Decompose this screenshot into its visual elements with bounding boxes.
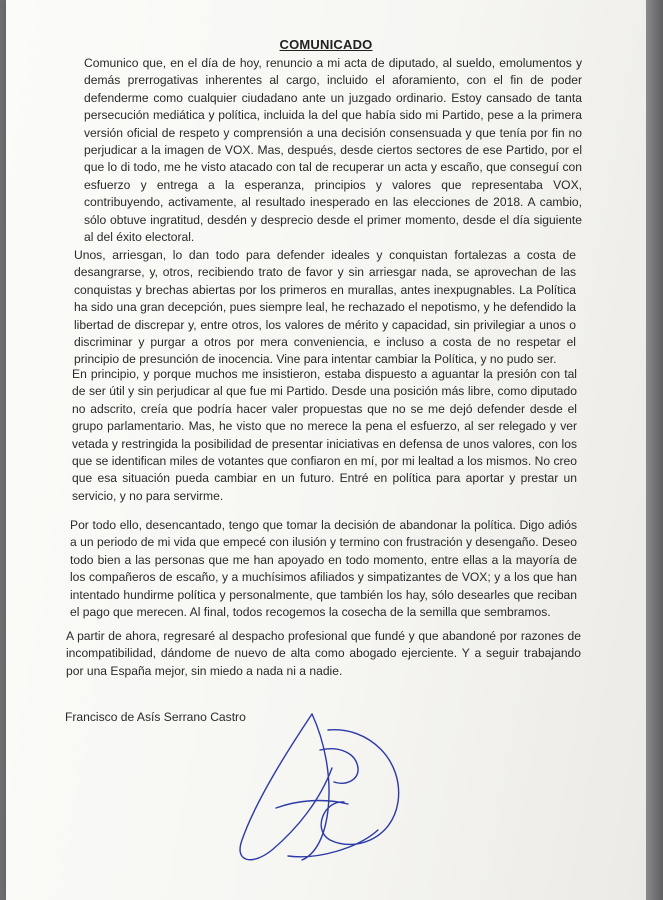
signatory-name: Francisco de Asís Serrano Castro — [65, 710, 246, 724]
paragraph-1: Comunico que, en el día de hoy, renuncio a mi acta de diputado, al sueldo, emolumentos y demás prerrogativas inherentes al cargo, incluido el aforamiento, con el fin de poder defenderme como cualquier ciudadano ante un juzgado ordinario. Estoy cansado de tanta persecución mediática y política, incluida la del que había sido mi Partido, pese a la primera versión oficial de respeto y comprensión a una decisión consensuada y que tenía por fin no perjudicar a la imagen de VOX. Mas, después, desde ciertos sectores de ese Partido, por el que lo di todo, me he visto atacado con tal de recuperar un acta y escaño, que conseguí con esfuerzo y entrega a la esperanza, principios y valores que representaba VOX, contribuyendo, activamente, al resultado inesperado en las elecciones de 2018. A cambio, sólo obtuve ingratitud, desdén y desprecio desde el primer momento, desde el día siguiente al del éxito electoral. — [84, 56, 582, 245]
paragraph-5: A partir de ahora, regresaré al despacho profesional que fundé y que abandoné por razones de incompatibilidad, dándome de nuevo de alta como abogado ejerciente. Y a seguir trabajando por una España mejor, sin miedo a nada ni a nadie. — [66, 629, 581, 678]
handwritten-signature — [228, 690, 418, 890]
paragraph-4: Por todo ello, desencantado, tengo que tomar la decisión de abandonar la política. Digo adiós a un periodo de mi vida que empecé con ilusión y termino con frustración y desengaño. Deseo todo bien a las personas que me han apoyado en todo momento, entre ellas a la mayoría de los compañeros de escaño, y a muchísimos afiliados y simpatizantes de VOX; y a los que han intentado hundirme política y personalmente, que también los hay, sólo desearles que reciban el pago que merecen. Al final, todos recogemos la cosecha de la semilla que sembramos. — [70, 518, 577, 620]
page-edge-shadow — [646, 0, 663, 900]
paragraph-3: En principio, y porque muchos me insistieron, estaba dispuesto a aguantar la presión con tal de ser útil y sin perjudicar al que fue mi Partido. Desde una posición más libre, como diputado no adscrito, creía que podría hacer valer propuestas que no se me dejó defender desde el grupo parlamentario. Mas, he visto que no merece la pena el esfuerzo, al ser relegado y ver vetada y restringida la posibilidad de presentar iniciativas en defensa de unos valores, con los que se identifican miles de votantes que confiaron en mí, por mi lealtad a los mismos. No creo que esa situación pueda cambiar en un futuro. Entré en política para aportar y prestar un servicio, y no para servirme. — [72, 367, 577, 503]
document-title: COMUNICADO — [279, 37, 373, 52]
document-page — [6, 0, 646, 900]
paragraph-2: Unos, arriesgan, lo dan todo para defender ideales y conquistan fortalezas a costa de desangrarse, y, otros, recibiendo trato de favor y sin arriesgar nada, se aprovechan de las conquistas y brechas abiertas por los primeros en murallas, antes inexpugnables. La Política ha sido una gran decepción, pues siempre leal, he rechazado el nepotismo, y he defendido la libertad de discrepar y, entre otros, los valores de mérito y capacidad, sin privilegiar a unos o discriminar y purgar a otros por mera conveniencia, e incluso a costa de no respetar el principio de presunción de inocencia. Vine para intentar cambiar la Política, y no pudo ser. — [74, 248, 576, 367]
